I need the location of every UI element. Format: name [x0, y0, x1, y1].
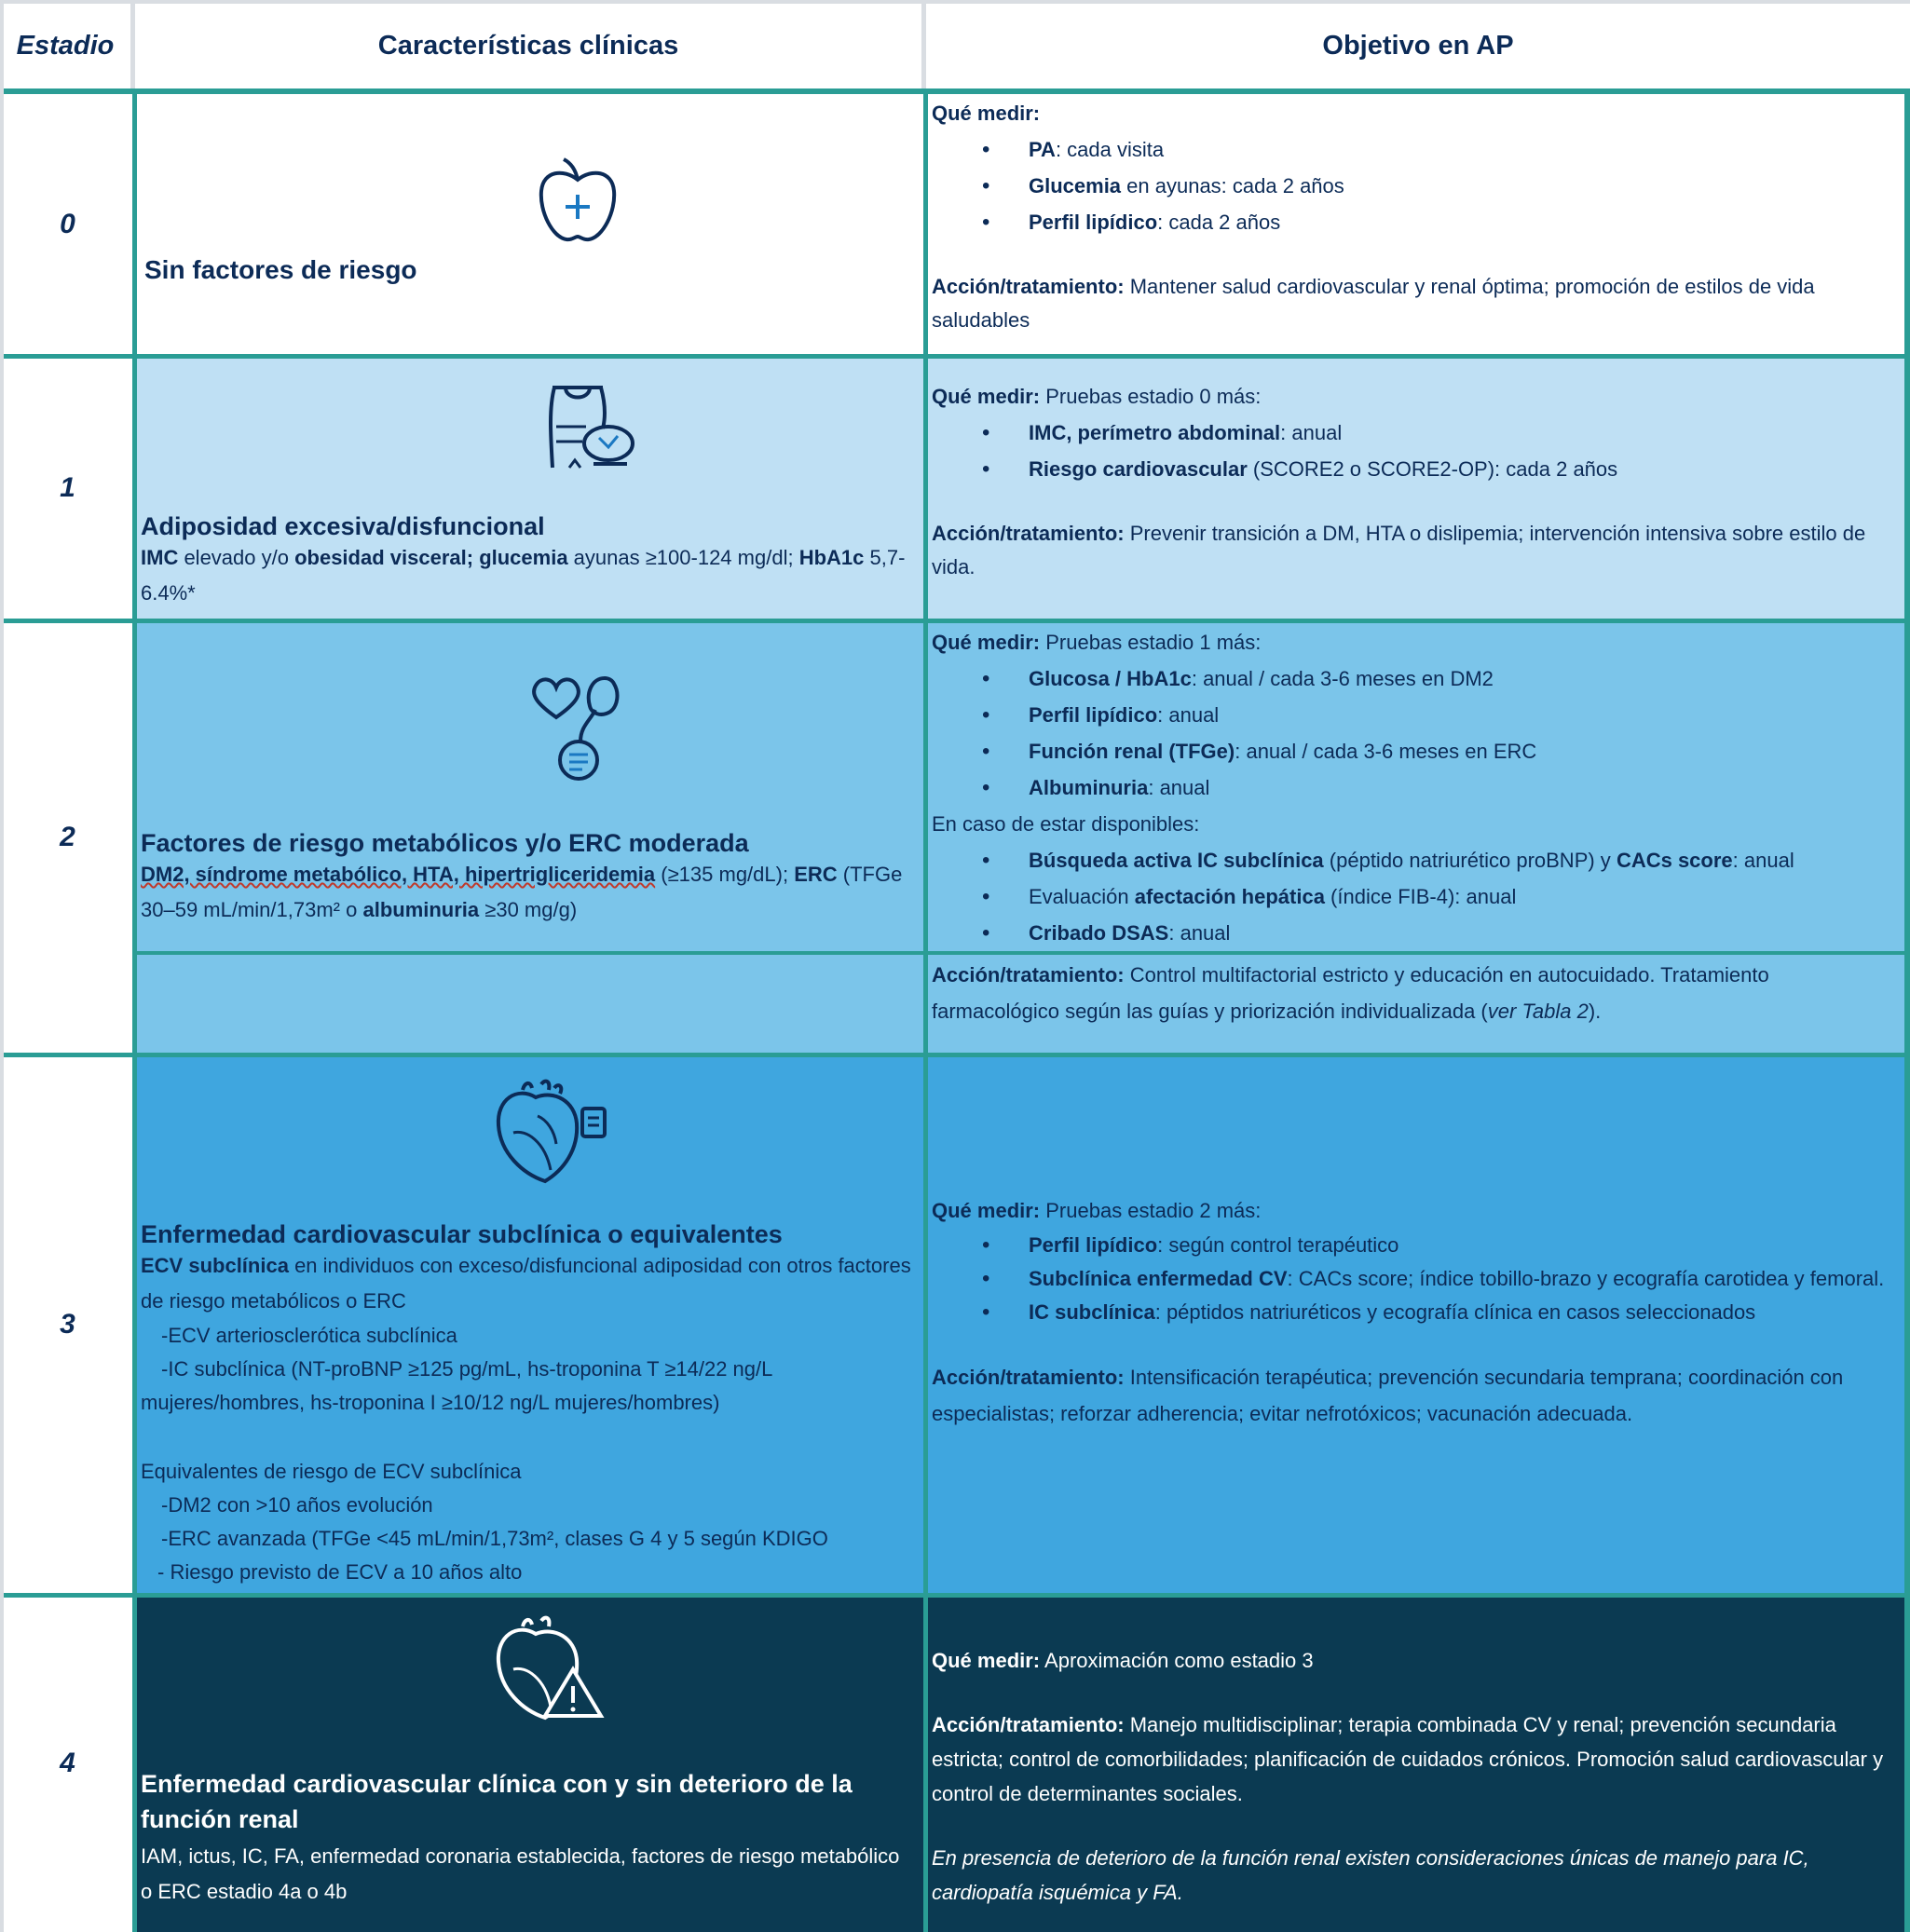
row-4-note: En presencia de deterioro de la función renal existen consideraciones únicas de manejo para IC, cardiopatía isquémica y FA. — [932, 1846, 1809, 1904]
grid-line — [0, 1053, 1910, 1057]
row-2-available-label: En caso de estar disponibles: — [932, 812, 1200, 836]
row-1-measure-list — [932, 415, 1897, 487]
row-4-measure: Qué medir: Aproximación como estadio 3 — [932, 1649, 1314, 1672]
list-item: • Glucemia en ayunas: cada 2 años — [1029, 168, 1897, 204]
list-item: • IMC, perímetro abdominal: anual — [1029, 415, 1897, 451]
apple-plus-icon — [536, 154, 620, 247]
list-item: • Perfil lipídico: según control terapéutico — [1029, 1229, 1897, 1262]
row-2-measure-list — [932, 660, 1897, 806]
list-item: • Perfil lipídico: cada 2 años — [1029, 204, 1897, 240]
row-3-equivalents-title: Equivalentes de riesgo de ECV subclínica — [141, 1460, 522, 1483]
row-3-equivalents-3: - Riesgo previsto de ECV a 10 años alto — [157, 1560, 523, 1584]
row-3-equivalents-2: -ERC avanzada (TFGe <45 mL/min/1,73m², clases G 4 y 5 según KDIGO — [161, 1527, 828, 1550]
row-3-characteristics — [135, 1054, 926, 1595]
row-0-action: Acción/tratamiento: Mantener salud cardiovascular y renal óptima; promoción de estilos de vida saludables — [932, 275, 1815, 332]
grid-line — [0, 619, 1910, 623]
row-2-objective — [926, 620, 1910, 953]
row-2-subtitle: DM2, síndrome metabólico, HTA, hipertrigliceridemia (≥135 mg/dL); ERC (TFGe 30–59 mL/min/1,73m² o albuminuria ≥30 mg/g) — [141, 863, 903, 921]
heart-kidney-icon — [525, 671, 636, 782]
list-item: • Albuminuria: anual — [1029, 769, 1897, 806]
stage-4-label: 4 — [0, 1595, 135, 1932]
row-1-characteristics — [135, 356, 926, 620]
row-4-characteristics — [135, 1595, 926, 1932]
row-3-subtitle: ECV subclínica en individuos con exceso/disfuncional adiposidad con otros factores de riesgo metabólicos o ERC — [141, 1254, 911, 1313]
grid-line — [135, 951, 1910, 955]
row-0-objective — [926, 92, 1910, 356]
row-3-objective — [926, 1054, 1910, 1595]
header-objective: Objetivo en AP — [926, 0, 1910, 92]
row-0-title: Sin factores de riesgo — [144, 255, 417, 284]
row-4-subtitle: IAM, ictus, IC, FA, enfermedad coronaria establecida, factores de riesgo metabólico o ERC estadio 4a o 4b — [141, 1844, 900, 1903]
row-1-measure: Qué medir: Pruebas estadio 0 más: — [932, 385, 1262, 408]
row-2-available-list — [932, 842, 1897, 951]
row-1-objective — [926, 356, 1910, 620]
stage-3-label: 3 — [0, 1054, 135, 1595]
row-0-characteristics — [135, 92, 926, 356]
row-1-action: Acción/tratamiento: Prevenir transición a DM, HTA o dislipemia; intervención intensiva sobre estilo de vida. — [932, 522, 1866, 578]
heart-warning-icon — [489, 1613, 610, 1725]
row-3-measure-list — [932, 1229, 1897, 1329]
list-item: • Función renal (TFGe): anual / cada 3-6 meses en ERC — [1029, 733, 1897, 769]
list-item: • PA: cada visita — [1029, 131, 1897, 168]
row-1-title: Adiposidad excesiva/disfuncional — [141, 512, 545, 540]
grid-line — [132, 88, 137, 1932]
row-2-action: Acción/tratamiento: Control multifactorial estricto y educación en autocuidado. Tratamiento farmacológico según las guías y priorización individualizada (ver Tabla 2). — [926, 953, 1910, 1054]
row-3-equivalents-1: -DM2 con >10 años evolución — [161, 1493, 433, 1517]
list-item: • Glucosa / HbA1c: anual / cada 3-6 meses en DM2 — [1029, 660, 1897, 697]
row-4-objective — [926, 1595, 1910, 1932]
grid-line — [0, 1593, 1910, 1598]
grid-line — [0, 354, 1910, 359]
row-2-measure: Qué medir: Pruebas estadio 1 más: — [932, 631, 1262, 654]
row-0-measure-list — [932, 131, 1897, 240]
list-item: • Evaluación afectación hepática (índice FIB-4): anual — [1029, 878, 1897, 915]
outer-border — [0, 0, 1910, 4]
list-item: • Búsqueda activa IC subclínica (péptido natriurético proBNP) y CACs score: anual — [1029, 842, 1897, 878]
heart-document-icon — [489, 1077, 610, 1189]
list-item: • IC subclínica: péptidos natriuréticos y ecografía clínica en casos seleccionados — [1029, 1296, 1897, 1329]
stage-0-label: 0 — [0, 92, 135, 356]
row-2-title: Factores de riesgo metabólicos y/o ERC moderada — [141, 829, 749, 857]
row-3-measure: Qué medir: Pruebas estadio 2 más: — [932, 1199, 1262, 1222]
row-3-title: Enfermedad cardiovascular subclínica o equivalentes — [141, 1220, 783, 1248]
list-item: • Subclínica enfermedad CV: CACs score; índice tobillo-brazo y ecografía carotidea y femoral. — [1029, 1262, 1897, 1296]
stage-2-label: 2 — [0, 620, 135, 1054]
grid-line — [1904, 88, 1910, 1932]
row-3-sub-line-2: -IC subclínica (NT-proBNP ≥125 pg/mL, hs-troponina T ≥14/22 ng/L mujeres/hombres, hs-troponina I ≥10/12 ng/L mujeres/hombres) — [141, 1357, 772, 1414]
row-1-subtitle: IMC elevado y/o obesidad visceral; glucemia ayunas ≥100-124 mg/dl; HbA1c 5,7-6.4%* — [141, 546, 906, 605]
grid-line — [0, 88, 1910, 94]
row-0-measure-label: Qué medir: — [932, 102, 1041, 125]
header-stage: Estadio — [0, 0, 135, 92]
list-item: • Perfil lipídico: anual — [1029, 697, 1897, 733]
stage-1-label: 1 — [0, 356, 135, 620]
list-item: • Cribado DSAS: anual — [1029, 915, 1897, 951]
row-3-sub-line-1: -ECV arteriosclerótica subclínica — [161, 1324, 457, 1347]
list-item: • Riesgo cardiovascular (SCORE2 o SCORE2-OP): cada 2 años — [1029, 451, 1897, 487]
outer-border — [0, 0, 4, 1932]
row-2-characteristics — [135, 620, 926, 1054]
row-4-title: Enfermedad cardiovascular clínica con y sin deterioro de la función renal — [141, 1770, 853, 1833]
row-3-action: Acción/tratamiento: Intensificación terapéutica; prevención secundaria temprana; coordinación con especialistas; reforzar adherencia; evitar nefrotóxicos; vacunación adecuada. — [932, 1366, 1844, 1425]
row-4-action: Acción/tratamiento: Manejo multidisciplinar; terapia combinada CV y renal; prevención secundaria estricta; control de comorbilidades; planificación de cuidados crónicos. Promoción salud cardiovascular y control de determinantes sociales. — [932, 1713, 1884, 1805]
header-characteristics: Características clínicas — [135, 0, 926, 92]
body-scale-icon — [538, 380, 640, 473]
grid-line — [923, 88, 928, 1932]
